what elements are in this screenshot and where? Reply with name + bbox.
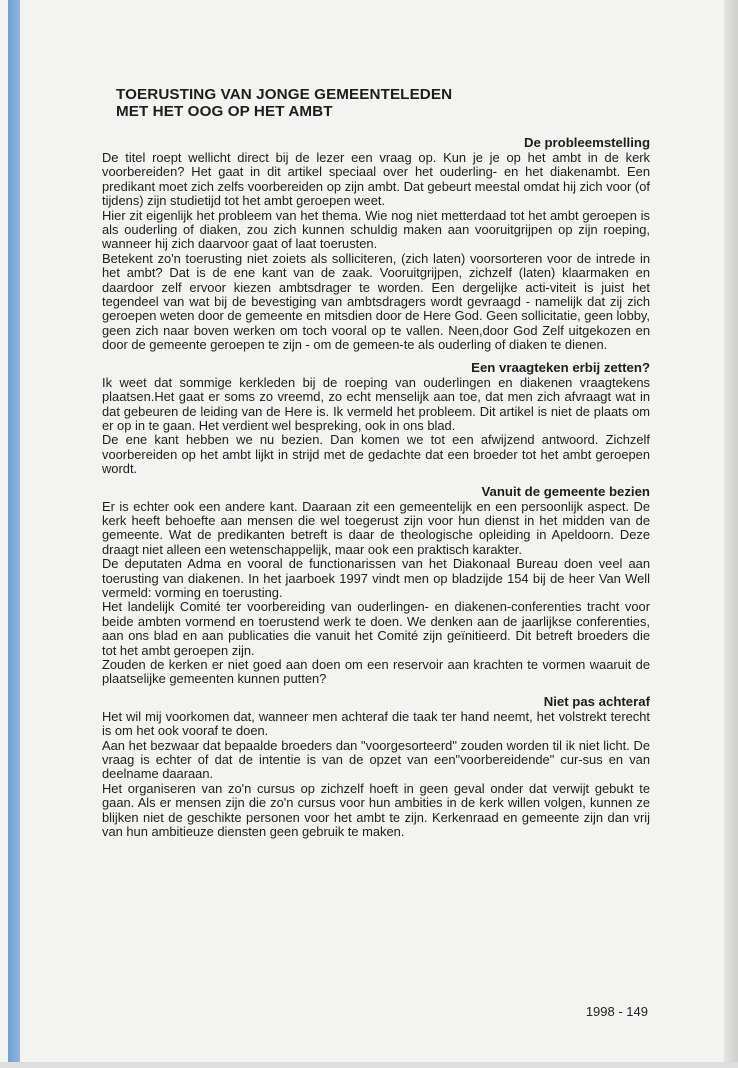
paragraph: Het wil mij voorkomen dat, wanneer men achteraf die taak ter hand neemt, het volstrekt terecht is om het ook vooraf te doen. [102, 708, 650, 739]
section-gemeente [102, 483, 650, 687]
page-number: 1998 - 149 [585, 1004, 648, 1019]
section-heading: Een vraagteken erbij zetten? [471, 359, 650, 375]
page-edge [724, 0, 738, 1068]
paragraph: Ik weet dat sommige kerkleden bij de roeping van ouderlingen en diakenen vraagtekens plaatsen.Het gaat er soms zo vreemd, zo echt menselijk aan toe, dat men zich afvraagt wat in dat gebeuren de leiding van de Here is. Ik vermeld het probleem. Dit artikel is niet de plaats om er op in te gaan. Het verdient wel bespreking, ook in ons blad. [102, 374, 650, 433]
paragraph: Er is echter ook een andere kant. Daaraan zit een gemeentelijk en een persoonlijk aspect. De kerk heeft behoefte aan mensen die wel toegerust zijn voor hun dienst in het midden van de gemeente. Wat de predikanten betreft is daar de theologische opleiding in Apeldoorn. Deze draagt niet alleen een wetenschappelijk, maar ook een praktisch karakter. [102, 498, 650, 557]
section-achteraf [102, 693, 650, 840]
article [102, 86, 650, 839]
paragraph: Het landelijk Comité ter voorbereiding van ouderlingen- en diakenen-conferenties tracht voor beide ambten vormend en toerustend werk te doen. We denken aan de jaarlijkse conferenties, aan ons blad en aan publicaties die vanuit het Comité zijn geïnitieerd. Dit betreft broeders die tot het ambt geroepen zijn. [102, 599, 650, 658]
binding-edge [8, 0, 20, 1068]
paragraph: Aan het bezwaar dat bepaalde broeders dan "voorgesorteerd" zouden worden til ik niet licht. De vraag is echter of dat de intentie is van de opzet van een"voorbereidende" cur-sus en van deelname daaraan. [102, 737, 650, 782]
section-heading: Vanuit de gemeente bezien [481, 483, 650, 499]
paragraph: De deputaten Adma en vooral de functionarissen van het Diakonaal Bureau doen veel aan toerusting van diakenen. In het jaarboek 1997 vindt men op bladzijde 154 bij de heer Van Well vermeld: vorming en toerusting. [102, 556, 650, 600]
section-probleemstelling [102, 134, 650, 353]
title-line-2: MET HET OOG OP HET AMBT [116, 103, 333, 120]
paragraph: Hier zit eigenlijk het probleem van het thema. Wie nog niet metterdaad tot het ambt geroepen is als ouderling of diaken, zou zich kunnen schuldig maken aan vooruitgrijpen op zijn roeping, wanneer hij zich daarvoor gaat of laat toerusten. [102, 207, 650, 252]
paragraph: De ene kant hebben we nu bezien. Dan komen we tot een afwijzend antwoord. Zichzelf voorbereiden op het ambt lijkt in strijd met de gedachte dat een broeder tot het ambt geroepen wordt. [102, 432, 650, 477]
section-heading: De probleemstelling [523, 135, 650, 150]
paragraph: De titel roept wellicht direct bij de lezer een vraag op. Kun je je op het ambt in de kerk voorbereiden? Het gaat in dit artikel speciaal over het ouderling- en het diakenambt. Een predikant moet zich zelfs voorbereiden op zijn ambt. Dat gebeurt meestal omdat hij zich voor (of tijdens) zijn studietijd tot het ambt geroepen weet. [102, 150, 650, 209]
paragraph: Zouden de kerken er niet goed aan doen om een reservoir aan krachten te vormen waaruit de plaatselijke gemeenten kunnen putten? [102, 657, 650, 687]
section-heading: Niet pas achteraf [543, 693, 650, 709]
section-vraagteken [102, 359, 650, 477]
paragraph: Het organiseren van zo'n cursus op zichzelf hoeft in geen geval onder dat verwijt gebukt te gaan. Als er mensen zijn die zo'n cursus voor hun ambities in de kerk willen volgen, kunnen ze blijken niet de geschikte personen voor het ambt te zijn. Kerkenraad en gemeente zijn dan vrij van hun ambitieuze diensten geen gebruik te maken. [102, 780, 650, 840]
title-line-1: TOERUSTING VAN JONGE GEMEENTELEDEN [116, 86, 453, 103]
paragraph: Betekent zo'n toerusting niet zoiets als solliciteren, (zich laten) voorsorteren voor de intrede in het ambt? Dat is de ene kant van de zaak. Vooruitgrijpen, zichzelf (laten) klaarmaken en daardoor zelf ervoor kiezen ambtsdrager te worden. Een dergelijke acti-viteit is juist het tegendeel van wat bij de bevestiging van ambtsdragers wordt gevraagd - namelijk dat zij zich geroepen weten door de gemeente en mitsdien door de Here God. Geen sollicitatie, geen lobby, geen zich naar boven werken om toch vooral op te vallen. Neen,door God Zelf uitgekozen en door de gemeente geroepen te zijn - om de gemeen-te als ouderling of diaken te dienen. [102, 250, 650, 353]
article-title [116, 86, 650, 120]
page-bottom-edge [0, 1062, 738, 1068]
